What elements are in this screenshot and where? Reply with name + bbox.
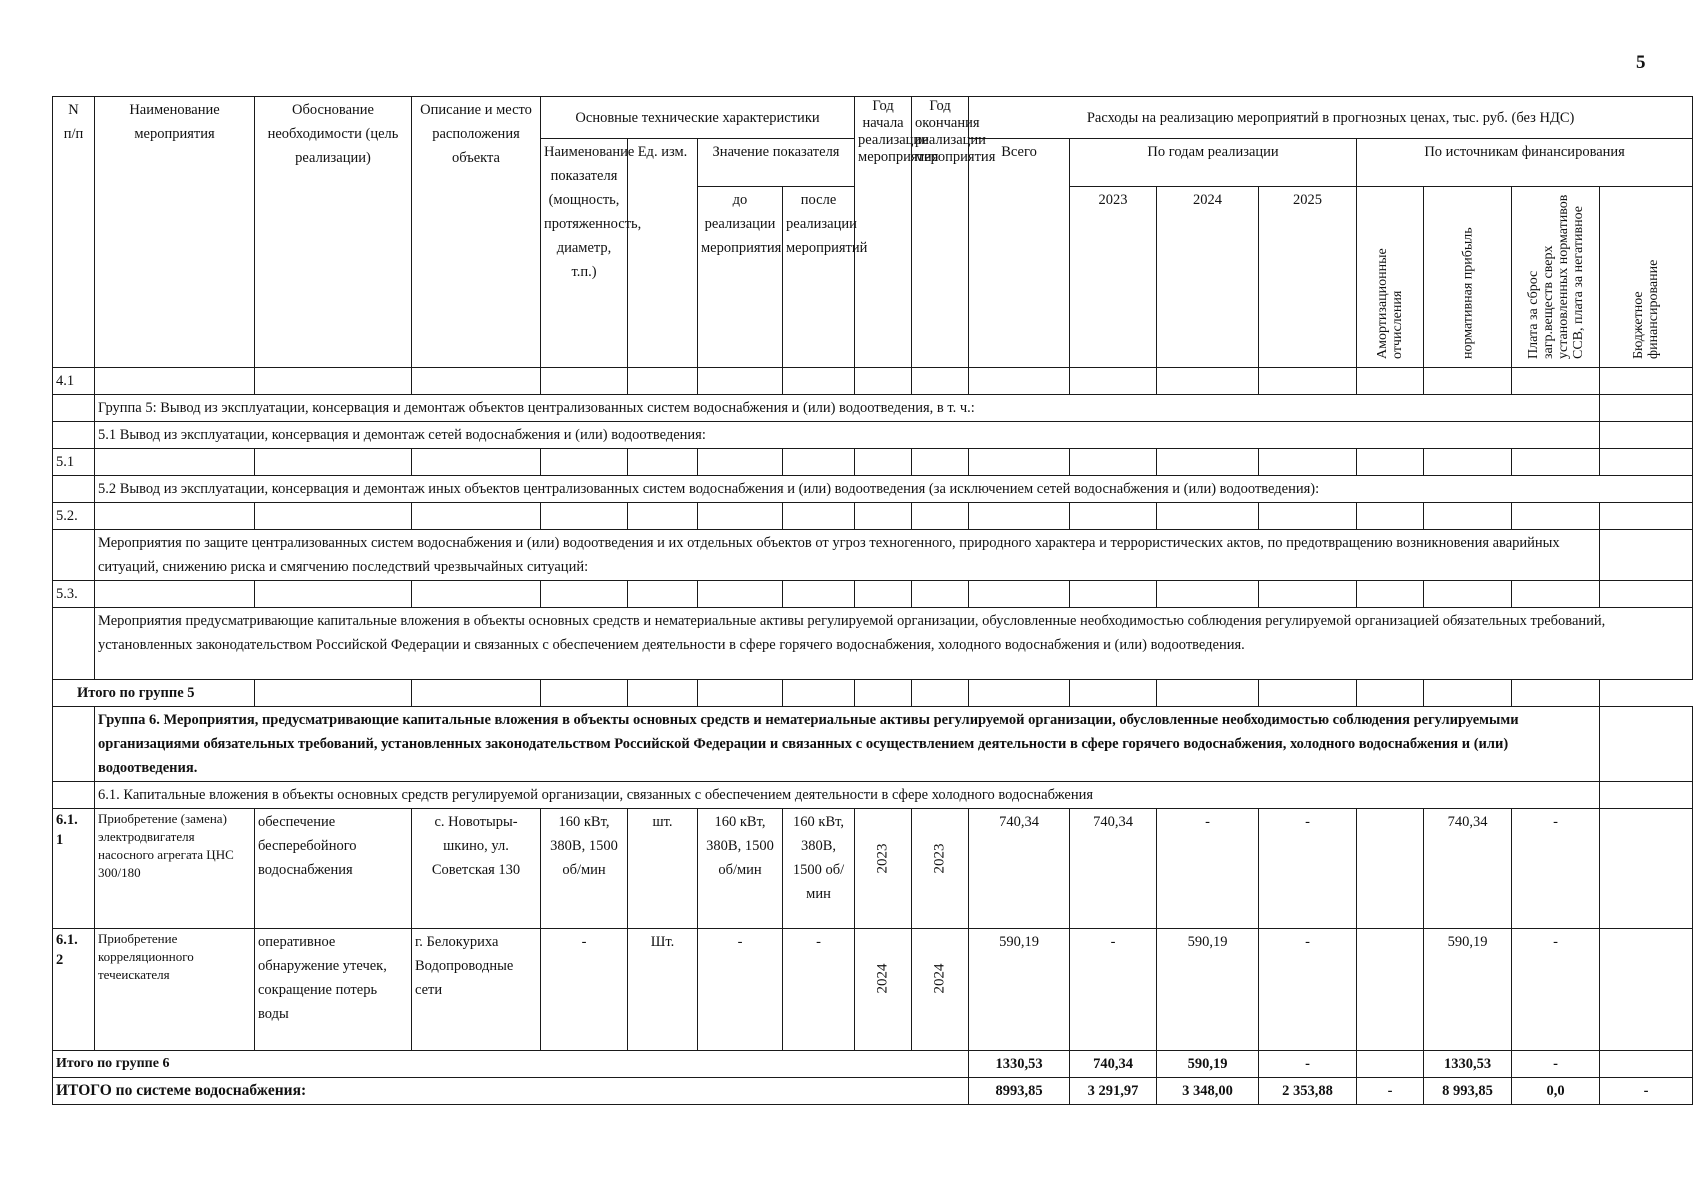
header-before: до реализации мероприятия [698,187,783,368]
item611-year-end-text: 2023 [931,843,948,874]
header-profit-text: нормативная прибыль [1460,227,1476,359]
header-year-end: Год окончания реализации мероприятия [912,97,969,368]
item611-year-start-text: 2023 [874,843,891,874]
item611-unit: шт. [628,809,698,929]
group6-title: Группа 6. Мероприятия, предусматривающие капитальные вложения в объекты основных средств и нематериальные активы регулируемой организации, обусловленные необходимостью соблюдения регулируемыми организациями обязательных требований, установленных законодательством Российской Федерации и связанных с осуществлением деятельности в сфере горячего водоснабжения, холодного водоснабжения и (или) водоотведения. [95,707,1600,782]
item612-2023: - [1070,929,1157,1051]
total6-amort [1357,1051,1424,1078]
item611-2025: - [1259,809,1357,929]
item611-param: 160 кВт, 380В, 1500 об/мин [541,809,628,929]
header-param-name: Наименование показателя (мощность, протяженность, диаметр, т.п.) [541,139,628,368]
row-number: 5.1 [53,449,95,476]
total6-profit: 1330,53 [1424,1051,1512,1078]
item611-2024: - [1157,809,1259,929]
group61-title: 6.1. Капитальные вложения в объекты основных средств регулируемой организации, связанных с обеспечением деятельности в сфере холодного водоснабжения [95,782,1600,809]
header-fee-text: Плата за сброс загр.веществ сверх установленных нормативов ССВ, плата за негативное [1525,194,1586,359]
group51-title: 5.1 Вывод из эксплуатации, консервация и демонтаж сетей водоснабжения и (или) водоотведения: [95,422,1600,449]
item611-year-end [912,809,969,929]
table-row [53,530,1693,581]
table-row [53,782,1693,809]
header-description: Описание и место расположения объекта [412,97,541,368]
total6-2025: - [1259,1051,1357,1078]
item612-name: Приобретение корреляционного течеискателя [95,929,255,1051]
item612-year-start [855,929,912,1051]
header-costs: Расходы на реализацию мероприятий в прогнозных ценах, тыс. руб. (без НДС) [969,97,1693,139]
total6-2024: 590,19 [1157,1051,1259,1078]
item611-before: 160 кВт, 380В, 1500 об/мин [698,809,783,929]
total6-budget [1600,1051,1693,1078]
item612-year-end-text: 2024 [931,963,948,994]
item611-year-start [855,809,912,929]
total6-fee: - [1512,1051,1600,1078]
total-group5-label: Итого по группе 5 [53,680,255,707]
item612-unit: Шт. [628,929,698,1051]
item612-reason: оперативное обнаружение утечек, сокращение потерь воды [255,929,412,1051]
item612-2024: 590,19 [1157,929,1259,1051]
header-name: Наименование мероприятия [95,97,255,368]
row-number: 5.2. [53,503,95,530]
item612-after: - [783,929,855,1051]
item612-description: г. Белокуриха Водопроводные сети [412,929,541,1051]
table-row [53,680,1693,707]
header-budget-text: Бюджетное финансирование [1631,259,1662,359]
grand-total: 8993,85 [969,1078,1070,1105]
item611-name: Приобретение (замена) электродвигателя насосного агрегата ЦНС 300/180 [95,809,255,929]
grand-2025: 2 353,88 [1259,1078,1357,1105]
total-group6-label: Итого по группе 6 [53,1051,969,1078]
header-fee [1512,187,1600,368]
grand-profit: 8 993,85 [1424,1078,1512,1105]
header-reason: Обоснование необходимости (цель реализации) [255,97,412,368]
item612-budget [1600,929,1693,1051]
table-row [53,608,1693,680]
header-n: N п/п [53,97,95,368]
item611-profit: 740,34 [1424,809,1512,929]
table-row [53,581,1693,608]
item611-reason: обеспечение бесперебойного водоснабжения [255,809,412,929]
table-row [53,422,1693,449]
item612-before: - [698,929,783,1051]
table-row [53,1051,1693,1078]
header-by-sources: По источникам финансирования [1357,139,1693,187]
item611-2023: 740,34 [1070,809,1157,929]
header-profit [1424,187,1512,368]
item612-param: - [541,929,628,1051]
header-tech: Основные технические характеристики [541,97,855,139]
item611-number: 6.1. 1 [53,809,95,929]
item612-fee: - [1512,929,1600,1051]
table-row [53,449,1693,476]
grand-amort: - [1357,1078,1424,1105]
group5-title: Группа 5: Вывод из эксплуатации, консервация и демонтаж объектов централизованных систем водоснабжения и (или) водоотведения, в т. ч.: [95,395,1600,422]
header-unit: Ед. изм. [628,139,698,368]
header-2024: 2024 [1157,187,1259,368]
row-number: 5.3. [53,581,95,608]
grand-fee: 0,0 [1512,1078,1600,1105]
page-number: 5 [1636,52,1646,73]
grand-2024: 3 348,00 [1157,1078,1259,1105]
table-row [53,368,1693,395]
item611-after: 160 кВт, 380В, 1500 об/мин [783,809,855,929]
table-row [53,395,1693,422]
protection-title: Мероприятия по защите централизованных систем водоснабжения и (или) водоотведения и их отдельных объектов от угроз техногенного, природного характера и террористических актов, по предотвращению возникновения аварийных ситуаций, снижению риска и смягчению последствий чрезвычайных ситуаций: [95,530,1600,581]
table-row [53,1078,1693,1105]
capital-title: Мероприятия предусматривающие капитальные вложения в объекты основных средств и нематериальные активы регулируемой организации, обусловленные необходимостью соблюдения регулируемой организацией обязательных требований, установленных законодательством Российской Федерации и связанных с обеспечением деятельности в сфере горячего водоснабжения, холодного водоснабжения и (или) водоотведения. [95,608,1693,680]
header-amortization-text: Амортизационные отчисления [1375,248,1406,359]
total6-2023: 740,34 [1070,1051,1157,1078]
header-year-start: Год начала реализации мероприятия [855,97,912,368]
grand-2023: 3 291,97 [1070,1078,1157,1105]
table-row [53,476,1693,503]
header-by-years: По годам реализации [1070,139,1357,187]
item611-description: с. Новотыры-шкино, ул. Советская 130 [412,809,541,929]
group52-title: 5.2 Вывод из эксплуатации, консервация и демонтаж иных объектов централизованных систем водоснабжения и (или) водоотведения (за исключением сетей водоснабжения и (или) водоотведения): [95,476,1693,503]
item612-amort [1357,929,1424,1051]
item612-profit: 590,19 [1424,929,1512,1051]
item611-budget [1600,809,1693,929]
table-row [53,929,1693,1051]
item612-year-end [912,929,969,1051]
table-row [53,503,1693,530]
grand-budget: - [1600,1078,1693,1105]
item612-number: 6.1. 2 [53,929,95,1051]
item612-2025: - [1259,929,1357,1051]
header-2025: 2025 [1259,187,1357,368]
investment-table [52,96,1693,1105]
header-value: Значение показателя [698,139,855,187]
header-after: после реализации мероприятий [783,187,855,368]
header-budget [1600,187,1693,368]
item612-year-start-text: 2024 [874,963,891,994]
row-number: 4.1 [53,368,95,395]
total6-total: 1330,53 [969,1051,1070,1078]
header-total: Всего [969,139,1070,368]
table-row [53,707,1693,782]
table-row [53,809,1693,929]
item611-total: 740,34 [969,809,1070,929]
item611-fee: - [1512,809,1600,929]
grand-total-label: ИТОГО по системе водоснабжения: [53,1078,969,1105]
item612-total: 590,19 [969,929,1070,1051]
item611-amort [1357,809,1424,929]
header-2023: 2023 [1070,187,1157,368]
header-amortization [1357,187,1424,368]
